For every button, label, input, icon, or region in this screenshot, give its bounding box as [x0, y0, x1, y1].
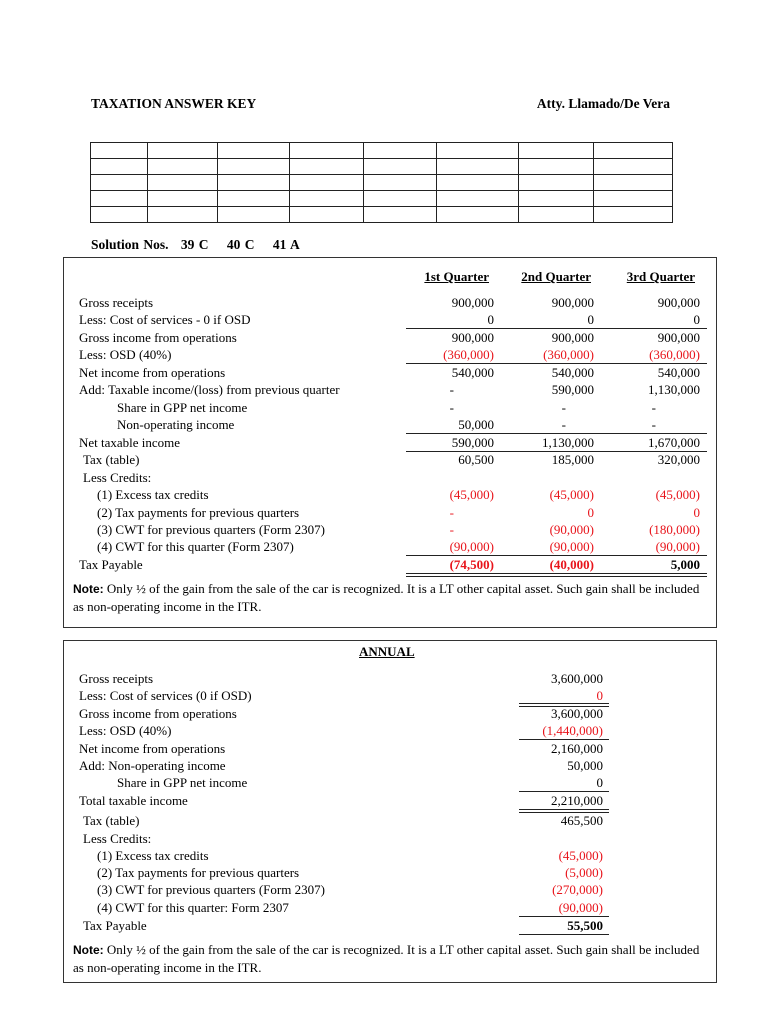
grid-cell	[364, 175, 437, 191]
row-tax-payable: Tax Payable (74,500) (40,000) 5,000	[79, 557, 700, 572]
grid-cell	[364, 191, 437, 207]
grid-cell	[519, 191, 594, 207]
grid-cell	[437, 143, 519, 159]
grid-cell	[437, 175, 519, 191]
grid-cell	[290, 191, 364, 207]
annual-row-cwt-this-quarter: (4) CWT for this quarter: Form 2307 (90,000)	[97, 900, 603, 915]
grid-row	[91, 175, 673, 191]
grid-cell	[218, 207, 290, 223]
note-text: Only ½ of the gain from the sale of the car is recognized. It is a LT other capital asset. Such gain shall be included as non-operating income in the ITR.	[73, 942, 700, 975]
annual-row-osd: Less: OSD (40%) (1,440,000)	[79, 723, 603, 738]
grid-cell	[148, 175, 218, 191]
grid-row	[91, 207, 673, 223]
quarterly-note	[73, 580, 703, 615]
column-header-q1: 1st Quarter	[424, 269, 489, 284]
annual-row-less-credits: Less Credits:	[83, 831, 152, 846]
document-author: Atty. Llamado/De Vera	[536, 96, 670, 111]
grid-cell	[91, 159, 148, 175]
grid-cell	[437, 207, 519, 223]
annual-row-excess-tax-credits: (1) Excess tax credits (45,000)	[97, 848, 603, 863]
row-osd: Less: OSD (40%) (360,000) (360,000) (360,000)	[79, 347, 700, 362]
annual-computation-box	[63, 640, 717, 983]
grid-cell	[290, 207, 364, 223]
row-cost-of-services: Less: Cost of services - 0 if OSD 0 0 0	[79, 312, 700, 327]
column-header-q3: 3rd Quarter	[626, 269, 695, 284]
document-title: TAXATION ANSWER KEY	[91, 96, 257, 111]
grid-cell	[594, 207, 673, 223]
grid-cell	[519, 143, 594, 159]
grid-cell	[594, 175, 673, 191]
grid-cell	[290, 159, 364, 175]
annual-row-tax-payments-previous: (2) Tax payments for previous quarters (5,000)	[97, 865, 603, 880]
note-label: Note:	[73, 943, 104, 957]
annual-row-cwt-previous: (3) CWT for previous quarters (Form 2307) (270,000)	[97, 882, 603, 897]
grid-cell	[218, 191, 290, 207]
grid-cell	[364, 159, 437, 175]
row-tax-table: Tax (table) 60,500 185,000 320,000	[83, 452, 700, 467]
grid-cell	[290, 143, 364, 159]
annual-row-tax-payable: Tax Payable 55,500	[83, 918, 603, 933]
row-previous-quarter-income: Add: Taxable income/(loss) from previous quarter - 590,000 1,130,000	[79, 382, 700, 397]
grid-cell	[519, 207, 594, 223]
grid-cell	[148, 159, 218, 175]
annual-note	[73, 941, 703, 976]
annual-row-gross-receipts: Gross receipts 3,600,000	[79, 671, 603, 686]
solution-numbers	[91, 237, 300, 253]
grid-cell	[594, 159, 673, 175]
grid-cell	[91, 207, 148, 223]
row-non-operating-income: Non-operating income 50,000 - -	[117, 417, 656, 432]
row-cwt-previous: (3) CWT for previous quarters (Form 2307) - (90,000) (180,000)	[97, 522, 700, 537]
column-header-q2: 2nd Quarter	[521, 269, 591, 284]
note-text: Only ½ of the gain from the sale of the car is recognized. It is a LT other capital asset. Such gain shall be included as non-operating income in the ITR.	[73, 581, 700, 614]
total-double-rule	[406, 573, 707, 577]
grid-row	[91, 191, 673, 207]
solution-label: Solution Nos.	[91, 237, 169, 252]
grid-cell	[594, 143, 673, 159]
annual-title: ANNUAL	[359, 644, 415, 659]
grid-cell	[290, 175, 364, 191]
grid-cell	[148, 207, 218, 223]
row-excess-tax-credits: (1) Excess tax credits (45,000) (45,000) (45,000)	[97, 487, 700, 502]
grid-cell	[437, 191, 519, 207]
grid-cell	[364, 143, 437, 159]
grid-cell	[364, 207, 437, 223]
annual-row-total-taxable-income: Total taxable income 2,210,000	[79, 793, 603, 808]
annual-row-net-income-operations: Net income from operations 2,160,000	[79, 741, 603, 756]
grid-cell	[218, 175, 290, 191]
grid-cell	[148, 191, 218, 207]
row-net-taxable-income: Net taxable income 590,000 1,130,000 1,670,000	[79, 435, 700, 450]
row-gross-income: Gross income from operations 900,000 900,000 900,000	[79, 330, 700, 345]
grid-cell	[437, 159, 519, 175]
grid-cell	[91, 175, 148, 191]
grid-cell	[91, 143, 148, 159]
row-net-income-operations: Net income from operations 540,000 540,000 540,000	[79, 365, 700, 380]
grid-cell	[218, 159, 290, 175]
solution-answer: 40 C	[226, 237, 255, 252]
note-label: Note:	[73, 582, 104, 596]
grid-cell	[148, 143, 218, 159]
annual-row-cost-of-services: Less: Cost of services (0 if OSD) 0	[79, 688, 603, 703]
grid-cell	[594, 191, 673, 207]
grid-cell	[519, 175, 594, 191]
row-gross-receipts: Gross receipts 900,000 900,000 900,000	[79, 295, 700, 310]
row-share-gpp: Share in GPP net income - - -	[117, 400, 656, 415]
quarterly-computation-box	[63, 257, 717, 628]
grid-cell	[519, 159, 594, 175]
annual-row-non-operating-income: Add: Non-operating income 50,000	[79, 758, 603, 773]
grid-row	[91, 159, 673, 175]
annual-row-share-gpp: Share in GPP net income 0	[117, 775, 603, 790]
grid-row	[91, 143, 673, 159]
solution-answer: 39 C	[180, 237, 209, 252]
total-rule	[519, 934, 609, 935]
row-less-credits: Less Credits:	[83, 470, 152, 485]
grid-cell	[91, 191, 148, 207]
solution-answer: 41 A	[272, 237, 300, 252]
row-tax-payments-previous: (2) Tax payments for previous quarters - 0 0	[97, 505, 700, 520]
grid-cell	[218, 143, 290, 159]
row-cwt-this-quarter: (4) CWT for this quarter (Form 2307) (90,000) (90,000) (90,000)	[97, 539, 700, 554]
answer-grid	[90, 142, 673, 223]
annual-row-gross-income: Gross income from operations 3,600,000	[79, 706, 603, 721]
annual-row-tax-table: Tax (table) 465,500	[83, 813, 603, 828]
